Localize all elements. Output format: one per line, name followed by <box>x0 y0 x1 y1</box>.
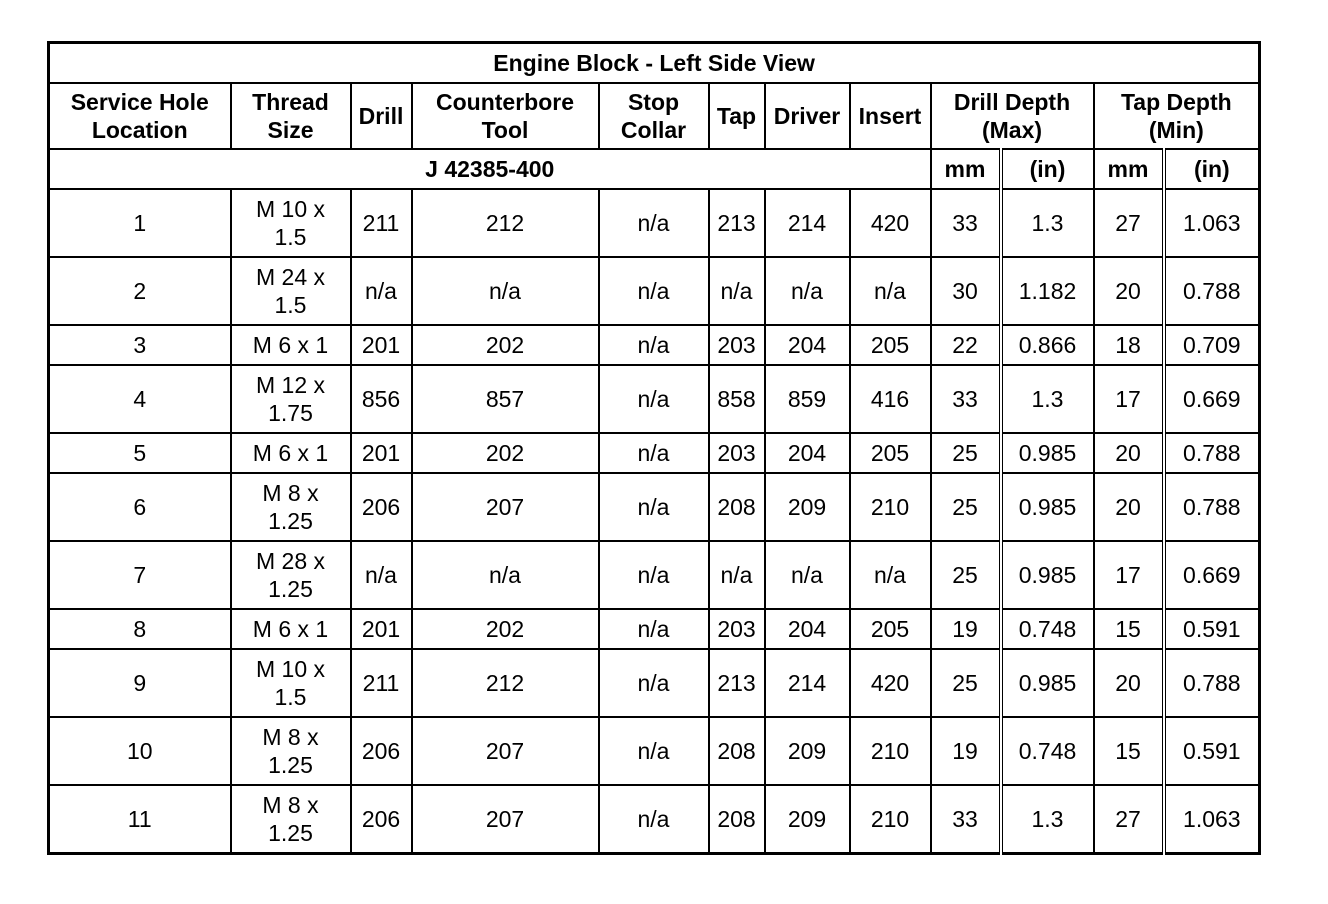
cell-counterbore-tool: 202 <box>412 325 599 365</box>
cell-tap-depth-mm: 18 <box>1094 325 1164 365</box>
cell-tap: 203 <box>709 433 765 473</box>
subheader-kit-number: J 42385-400 <box>49 149 931 189</box>
cell-drill: n/a <box>351 541 412 609</box>
cell-counterbore-tool: 202 <box>412 609 599 649</box>
header-thread-size: Thread Size <box>231 83 351 149</box>
cell-counterbore-tool: 857 <box>412 365 599 433</box>
cell-stop-collar: n/a <box>599 649 709 717</box>
cell-tap-depth-in: 0.788 <box>1164 257 1260 325</box>
cell-drill: 211 <box>351 189 412 257</box>
cell-driver: 204 <box>765 433 850 473</box>
cell-insert: 420 <box>850 649 931 717</box>
cell-drill-depth-in: 0.748 <box>1001 609 1094 649</box>
cell-tap: 208 <box>709 785 765 854</box>
cell-drill: 856 <box>351 365 412 433</box>
cell-drill: n/a <box>351 257 412 325</box>
cell-stop-collar: n/a <box>599 717 709 785</box>
cell-drill-depth-in: 1.182 <box>1001 257 1094 325</box>
cell-driver: 204 <box>765 609 850 649</box>
cell-tap-depth-mm: 20 <box>1094 257 1164 325</box>
cell-insert: 210 <box>850 785 931 854</box>
cell-insert: 416 <box>850 365 931 433</box>
cell-drill: 206 <box>351 785 412 854</box>
cell-location: 11 <box>49 785 231 854</box>
cell-tap: 213 <box>709 189 765 257</box>
cell-drill-depth-mm: 33 <box>931 785 1001 854</box>
table-row <box>49 257 1260 325</box>
cell-drill-depth-in: 1.3 <box>1001 785 1094 854</box>
cell-location: 1 <box>49 189 231 257</box>
cell-thread-size: M 6 x 1 <box>231 433 351 473</box>
cell-insert: 420 <box>850 189 931 257</box>
cell-drill-depth-in: 0.985 <box>1001 541 1094 609</box>
cell-location: 10 <box>49 717 231 785</box>
cell-drill-depth-in: 1.3 <box>1001 365 1094 433</box>
cell-drill-depth-mm: 33 <box>931 365 1001 433</box>
cell-drill-depth-mm: 33 <box>931 189 1001 257</box>
cell-stop-collar: n/a <box>599 541 709 609</box>
cell-tap: 203 <box>709 609 765 649</box>
cell-tap: 208 <box>709 717 765 785</box>
cell-location: 4 <box>49 365 231 433</box>
cell-location: 5 <box>49 433 231 473</box>
header-tap-depth: Tap Depth (Min) <box>1094 83 1260 149</box>
cell-tap-depth-in: 0.788 <box>1164 649 1260 717</box>
table-row <box>49 365 1260 433</box>
cell-tap-depth-mm: 15 <box>1094 609 1164 649</box>
cell-location: 7 <box>49 541 231 609</box>
cell-stop-collar: n/a <box>599 785 709 854</box>
cell-tap-depth-mm: 17 <box>1094 365 1164 433</box>
subheader-drill-depth-mm: mm <box>931 149 1001 189</box>
cell-location: 2 <box>49 257 231 325</box>
header-counterbore-tool: Counterbore Tool <box>412 83 599 149</box>
cell-drill-depth-mm: 19 <box>931 609 1001 649</box>
cell-tap-depth-in: 0.669 <box>1164 365 1260 433</box>
cell-tap-depth-in: 0.709 <box>1164 325 1260 365</box>
cell-drill: 201 <box>351 325 412 365</box>
table-row <box>49 325 1260 365</box>
cell-tap-depth-mm: 20 <box>1094 649 1164 717</box>
subheader-tap-depth-mm: mm <box>1094 149 1164 189</box>
cell-drill-depth-in: 0.748 <box>1001 717 1094 785</box>
cell-drill: 201 <box>351 433 412 473</box>
cell-tap: 203 <box>709 325 765 365</box>
cell-drill: 201 <box>351 609 412 649</box>
cell-tap-depth-mm: 27 <box>1094 785 1164 854</box>
cell-drill-depth-in: 0.985 <box>1001 649 1094 717</box>
cell-thread-size: M 28 x 1.25 <box>231 541 351 609</box>
header-stop-collar: Stop Collar <box>599 83 709 149</box>
cell-thread-size: M 8 x 1.25 <box>231 473 351 541</box>
cell-driver: 859 <box>765 365 850 433</box>
cell-tap-depth-in: 0.591 <box>1164 609 1260 649</box>
cell-tap-depth-in: 1.063 <box>1164 785 1260 854</box>
cell-tap: 208 <box>709 473 765 541</box>
cell-tap-depth-in: 0.669 <box>1164 541 1260 609</box>
cell-thread-size: M 24 x 1.5 <box>231 257 351 325</box>
cell-drill-depth-mm: 25 <box>931 649 1001 717</box>
cell-drill-depth-mm: 25 <box>931 433 1001 473</box>
cell-tap: 858 <box>709 365 765 433</box>
cell-drill-depth-in: 0.985 <box>1001 473 1094 541</box>
cell-drill-depth-in: 1.3 <box>1001 189 1094 257</box>
cell-drill: 206 <box>351 717 412 785</box>
header-drill-depth: Drill Depth (Max) <box>931 83 1094 149</box>
cell-driver: n/a <box>765 541 850 609</box>
table-body <box>49 189 1260 854</box>
cell-tap-depth-mm: 20 <box>1094 473 1164 541</box>
cell-counterbore-tool: 207 <box>412 717 599 785</box>
table-title: Engine Block - Left Side View <box>49 43 1260 84</box>
table-row <box>49 717 1260 785</box>
cell-stop-collar: n/a <box>599 433 709 473</box>
cell-driver: 209 <box>765 473 850 541</box>
cell-stop-collar: n/a <box>599 189 709 257</box>
cell-thread-size: M 6 x 1 <box>231 609 351 649</box>
cell-driver: 209 <box>765 785 850 854</box>
cell-drill-depth-mm: 25 <box>931 541 1001 609</box>
subheader-drill-depth-in: (in) <box>1001 149 1094 189</box>
cell-thread-size: M 10 x 1.5 <box>231 649 351 717</box>
cell-insert: 205 <box>850 325 931 365</box>
cell-counterbore-tool: 212 <box>412 189 599 257</box>
cell-tap: n/a <box>709 541 765 609</box>
cell-drill-depth-mm: 19 <box>931 717 1001 785</box>
cell-drill-depth-mm: 30 <box>931 257 1001 325</box>
cell-counterbore-tool: n/a <box>412 257 599 325</box>
cell-location: 8 <box>49 609 231 649</box>
table-row <box>49 433 1260 473</box>
header-drill: Drill <box>351 83 412 149</box>
cell-thread-size: M 8 x 1.25 <box>231 785 351 854</box>
cell-drill-depth-in: 0.985 <box>1001 433 1094 473</box>
cell-thread-size: M 10 x 1.5 <box>231 189 351 257</box>
header-insert: Insert <box>850 83 931 149</box>
cell-location: 9 <box>49 649 231 717</box>
header-service-hole-location: Service Hole Location <box>49 83 231 149</box>
table-row <box>49 473 1260 541</box>
cell-driver: n/a <box>765 257 850 325</box>
cell-tap-depth-in: 0.788 <box>1164 473 1260 541</box>
cell-counterbore-tool: 207 <box>412 785 599 854</box>
cell-tap-depth-mm: 20 <box>1094 433 1164 473</box>
cell-drill: 206 <box>351 473 412 541</box>
header-tap: Tap <box>709 83 765 149</box>
cell-tap: 213 <box>709 649 765 717</box>
cell-tap-depth-in: 0.788 <box>1164 433 1260 473</box>
table-row <box>49 649 1260 717</box>
cell-drill-depth-mm: 22 <box>931 325 1001 365</box>
cell-tap-depth-mm: 27 <box>1094 189 1164 257</box>
cell-thread-size: M 6 x 1 <box>231 325 351 365</box>
cell-drill-depth-in: 0.866 <box>1001 325 1094 365</box>
subheader-tap-depth-in: (in) <box>1164 149 1260 189</box>
cell-insert: 210 <box>850 473 931 541</box>
cell-tap-depth-mm: 17 <box>1094 541 1164 609</box>
cell-insert: 205 <box>850 433 931 473</box>
engine-block-table <box>47 41 1261 855</box>
table-row <box>49 189 1260 257</box>
cell-driver: 209 <box>765 717 850 785</box>
cell-counterbore-tool: 202 <box>412 433 599 473</box>
cell-stop-collar: n/a <box>599 473 709 541</box>
cell-location: 3 <box>49 325 231 365</box>
cell-drill: 211 <box>351 649 412 717</box>
table-row <box>49 541 1260 609</box>
cell-stop-collar: n/a <box>599 257 709 325</box>
table-row <box>49 609 1260 649</box>
cell-insert: n/a <box>850 257 931 325</box>
cell-insert: 210 <box>850 717 931 785</box>
cell-driver: 214 <box>765 649 850 717</box>
cell-driver: 214 <box>765 189 850 257</box>
cell-tap-depth-in: 1.063 <box>1164 189 1260 257</box>
cell-driver: 204 <box>765 325 850 365</box>
cell-thread-size: M 12 x 1.75 <box>231 365 351 433</box>
cell-drill-depth-mm: 25 <box>931 473 1001 541</box>
cell-tap-depth-in: 0.591 <box>1164 717 1260 785</box>
cell-stop-collar: n/a <box>599 325 709 365</box>
cell-insert: n/a <box>850 541 931 609</box>
header-driver: Driver <box>765 83 850 149</box>
cell-insert: 205 <box>850 609 931 649</box>
cell-counterbore-tool: n/a <box>412 541 599 609</box>
cell-location: 6 <box>49 473 231 541</box>
cell-counterbore-tool: 212 <box>412 649 599 717</box>
cell-stop-collar: n/a <box>599 609 709 649</box>
cell-thread-size: M 8 x 1.25 <box>231 717 351 785</box>
cell-stop-collar: n/a <box>599 365 709 433</box>
cell-tap-depth-mm: 15 <box>1094 717 1164 785</box>
cell-tap: n/a <box>709 257 765 325</box>
table-row <box>49 785 1260 854</box>
cell-counterbore-tool: 207 <box>412 473 599 541</box>
